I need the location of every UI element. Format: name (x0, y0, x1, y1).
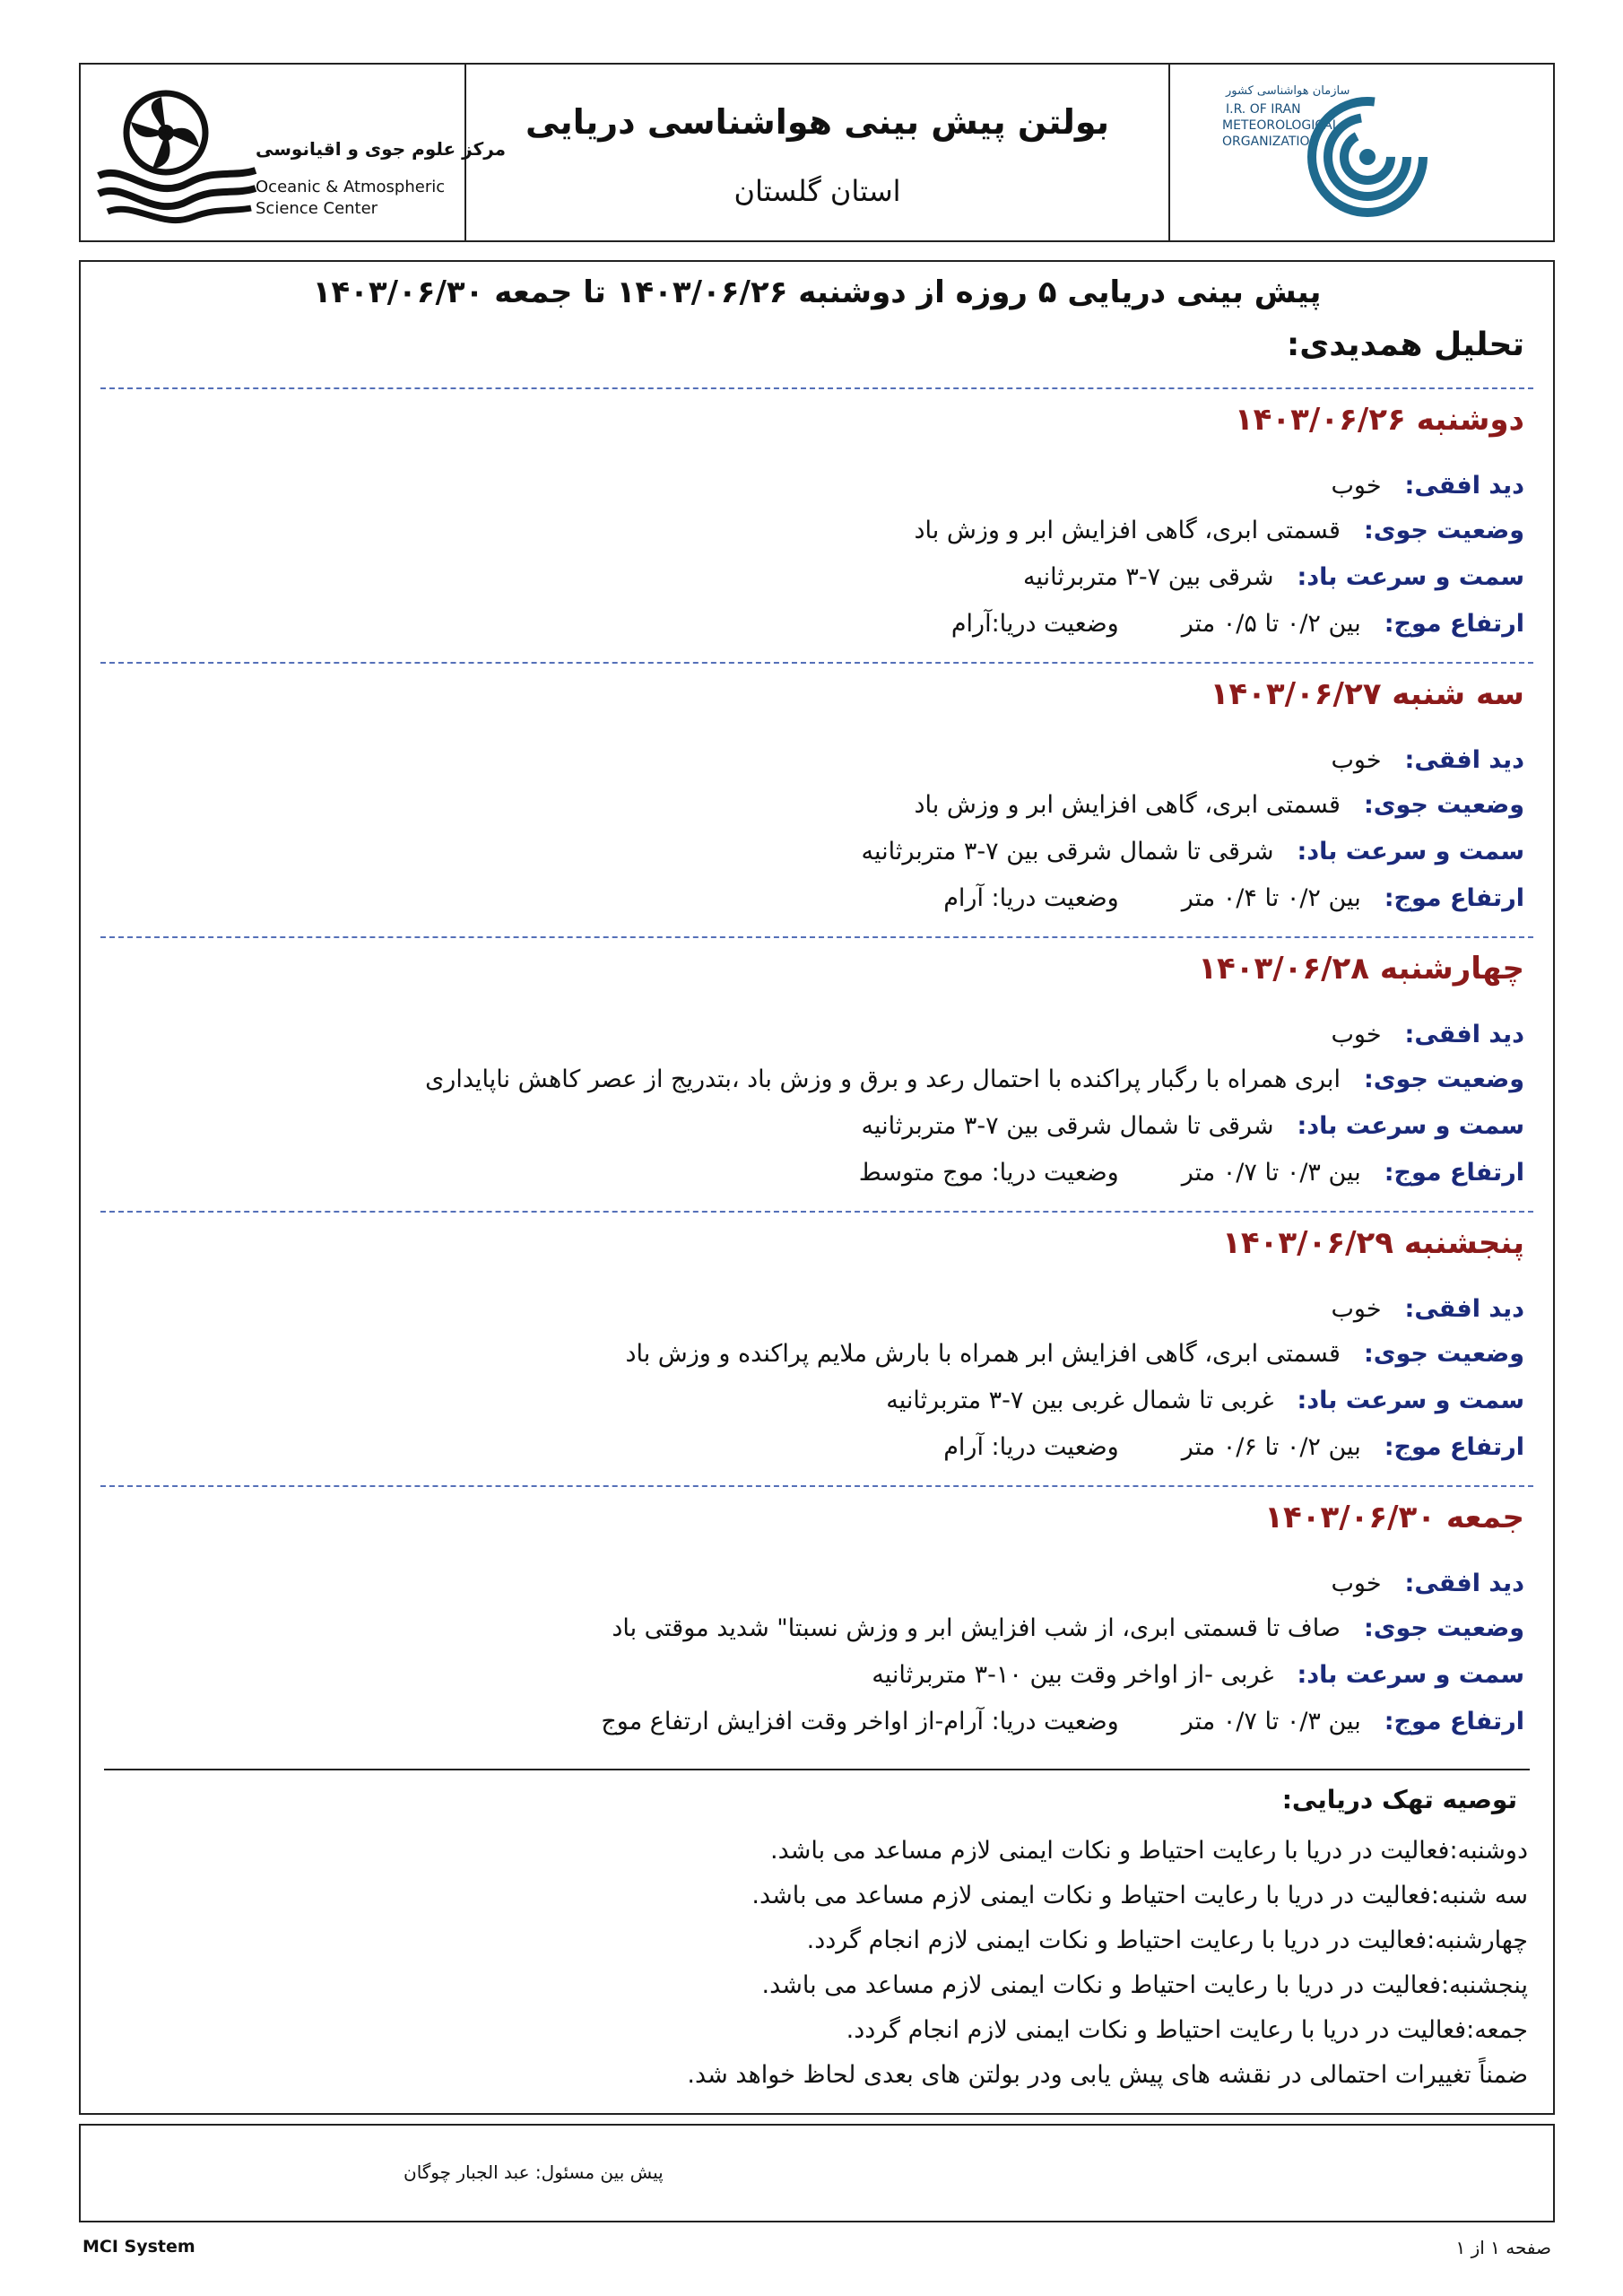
irimo-logo-en-line1: I.R. OF IRAN (1226, 102, 1301, 117)
advice-line: سه شنبه:فعالیت در دریا با رعایت احتیاط و نکات ایمنی لازم مساعد می باشد. (751, 1882, 1528, 1909)
forecaster-name: پیش بین مسئول: عبد الجبار چوگان (404, 2161, 664, 2183)
irimo-spiral-logo-icon (1300, 90, 1435, 224)
wave-label: ارتفاع موج: (1384, 610, 1524, 638)
visibility-row (1331, 1570, 1524, 1597)
visibility-label: دید افقی: (1404, 472, 1524, 500)
wind-value: غربی تا شمال غربی بین ۷-۳ متربرثانیه (886, 1387, 1274, 1414)
day-title: دوشنبه ۱۴۰۳/۰۶/۲۶ (1234, 402, 1524, 438)
wave-value: بین ۰/۳ تا ۰/۷ متر (1181, 1708, 1361, 1735)
advice-title: توصیه تهک دریایی: (1281, 1785, 1517, 1814)
weather-label: وضعیت جوی: (1363, 791, 1524, 819)
advice-separator (104, 1769, 1530, 1770)
sea-state-value: وضعیت دریا: آرام (943, 884, 1119, 912)
divider (100, 936, 1533, 938)
advice-line: چهارشنبه:فعالیت در دریا با رعایت احتیاط و نکات ایمنی لازم انجام گردد. (806, 1926, 1528, 1954)
wind-row (872, 1661, 1524, 1689)
weather-value: قسمتی ابری، گاهی افزایش ابر همراه با بارش ملایم پراکنده و وزش باد (625, 1340, 1341, 1368)
wave-row (601, 1708, 1524, 1735)
title-cell (466, 65, 1170, 240)
forecaster-box (79, 2124, 1555, 2222)
bulletin-title: بولتن پیش بینی هواشناسی دریایی (525, 102, 1109, 142)
visibility-row (1331, 1021, 1524, 1048)
divider (100, 662, 1533, 664)
advice-line: دوشنبه:فعالیت در دریا با رعایت احتیاط و نکات ایمنی لازم مساعد می باشد. (770, 1837, 1528, 1865)
oasc-logo-fa-text: مرکز علوم جوی و اقیانوسی (256, 138, 507, 160)
wave-label: ارتفاع موج: (1384, 884, 1524, 912)
weather-row (425, 1065, 1524, 1093)
wind-value: شرقی تا شمال شرقی بین ۷-۳ متربرثانیه (861, 838, 1274, 865)
wind-value: غربی -از اواخر وقت بین ۱۰-۳ متربرثانیه (872, 1661, 1274, 1689)
sea-state-value: وضعیت دریا: موج متوسط (858, 1159, 1119, 1187)
weather-label: وضعیت جوی: (1363, 1065, 1524, 1093)
wind-value: شرقی بین ۷-۳ متربرثانیه (1022, 563, 1274, 591)
weather-row (915, 791, 1524, 819)
visibility-row (1331, 1295, 1524, 1323)
advice-line: پنجشنبه:فعالیت در دریا با رعایت احتیاط و نکات ایمنی لازم مساعد می باشد. (761, 1971, 1528, 1999)
weather-value: ابری همراه با رگبار پراکنده با احتمال رعد و برق و وزش باد ،بتدریج از عصر کاهش ناپایداری (425, 1065, 1341, 1093)
wind-label: سمت و سرعت باد: (1297, 1661, 1524, 1689)
day-title: جمعه ۱۴۰۳/۰۶/۳۰ (1264, 1500, 1524, 1535)
weather-row (612, 1614, 1524, 1642)
wave-row (943, 884, 1524, 912)
system-name: MCI System (82, 2237, 195, 2257)
visibility-label: دید افقی: (1404, 1570, 1524, 1597)
wind-row (861, 1112, 1524, 1140)
wind-label: سمت و سرعت باد: (1297, 1387, 1524, 1414)
wave-label: ارتفاع موج: (1384, 1433, 1524, 1461)
wave-row (951, 610, 1524, 638)
visibility-value: خوب (1331, 746, 1382, 774)
sea-state-value: وضعیت دریا: آرام (943, 1433, 1119, 1461)
oasc-logo-en-line2: Science Center (256, 199, 378, 218)
visibility-value: خوب (1331, 1570, 1382, 1597)
visibility-value: خوب (1331, 1021, 1382, 1048)
wind-label: سمت و سرعت باد: (1297, 563, 1524, 591)
sea-state-value: وضعیت دریا: آرام-از اواخر وقت افزایش ارتفاع موج (601, 1708, 1119, 1735)
weather-label: وضعیت جوی: (1363, 1340, 1524, 1368)
irimo-logo-en-line3: ORGANIZATION (1222, 135, 1320, 149)
wind-value: شرقی تا شمال شرقی بین ۷-۳ متربرثانیه (861, 1112, 1274, 1140)
wind-label: سمت و سرعت باد: (1297, 1112, 1524, 1140)
visibility-label: دید افقی: (1404, 1021, 1524, 1048)
irimo-logo-fa-text: سازمان هواشناسی کشور (1226, 84, 1350, 98)
wind-label: سمت و سرعت باد: (1297, 838, 1524, 865)
oasc-logo-cell (81, 65, 507, 240)
wave-row (859, 1159, 1524, 1187)
wind-row (886, 1387, 1524, 1414)
weather-value: صاف تا قسمتی ابری، از شب افزایش ابر و وزش نسبتا" شدید موقتی باد (612, 1614, 1341, 1642)
visibility-label: دید افقی: (1404, 1295, 1524, 1323)
day-title: چهارشنبه ۱۴۰۳/۰۶/۲۸ (1198, 951, 1524, 987)
wave-label: ارتفاع موج: (1384, 1159, 1524, 1187)
weather-row (625, 1340, 1524, 1368)
visibility-value: خوب (1331, 1295, 1382, 1323)
wave-row (943, 1433, 1524, 1461)
wave-value: بین ۰/۳ تا ۰/۷ متر (1181, 1159, 1361, 1187)
visibility-value: خوب (1331, 472, 1382, 500)
visibility-row (1331, 746, 1524, 774)
divider (100, 387, 1533, 389)
weather-label: وضعیت جوی: (1363, 1614, 1524, 1642)
forecast-body (79, 260, 1555, 2115)
divider (100, 1211, 1533, 1213)
page-number: صفحه ۱ از ۱ (1455, 2237, 1551, 2258)
synoptic-analysis-label: تحلیل همدیدی: (1286, 326, 1524, 363)
wave-value: بین ۰/۲ تا ۰/۶ متر (1181, 1433, 1361, 1461)
visibility-label: دید افقی: (1404, 746, 1524, 774)
weather-value: قسمتی ابری، گاهی افزایش ابر و وزش باد (914, 517, 1341, 544)
weather-value: قسمتی ابری، گاهی افزایش ابر و وزش باد (914, 791, 1341, 819)
divider (100, 1485, 1533, 1487)
province-name: استان گلستان (733, 174, 901, 208)
wind-row (1023, 563, 1524, 591)
bulletin-header (79, 63, 1555, 242)
oasc-logo-icon (90, 77, 260, 230)
advice-line: ضمناً تغییرات احتمالی در نقشه های پیش یابی ودر بولتن های بعدی لحاظ خواهد شد. (687, 2061, 1528, 2089)
wave-value: بین ۰/۲ تا ۰/۴ متر (1181, 884, 1361, 912)
oasc-logo-en-line1: Oceanic & Atmospheric (256, 178, 446, 196)
wind-row (861, 838, 1524, 865)
wave-label: ارتفاع موج: (1384, 1708, 1524, 1735)
day-title: پنجشنبه ۱۴۰۳/۰۶/۲۹ (1222, 1225, 1524, 1261)
weather-row (915, 517, 1524, 544)
advice-line: جمعه:فعالیت در دریا با رعایت احتیاط و نکات ایمنی لازم انجام گردد. (846, 2016, 1528, 2044)
sea-state-value: وضعیت دریا:آرام (950, 610, 1119, 638)
irimo-logo-cell (1170, 65, 1553, 240)
day-title: سه شنبه ۱۴۰۳/۰۶/۲۷ (1210, 676, 1524, 712)
forecast-period-heading: پیش بینی دریایی ۵ روزه از دوشنبه ۱۴۰۳/۰۶/۲۶ تا جمعه ۱۴۰۳/۰۶/۳۰ (312, 274, 1322, 310)
weather-label: وضعیت جوی: (1363, 517, 1524, 544)
wave-value: بین ۰/۲ تا ۰/۵ متر (1181, 610, 1361, 638)
irimo-logo-en-line2: METEOROLOGICAL (1222, 118, 1340, 133)
visibility-row (1331, 472, 1524, 500)
